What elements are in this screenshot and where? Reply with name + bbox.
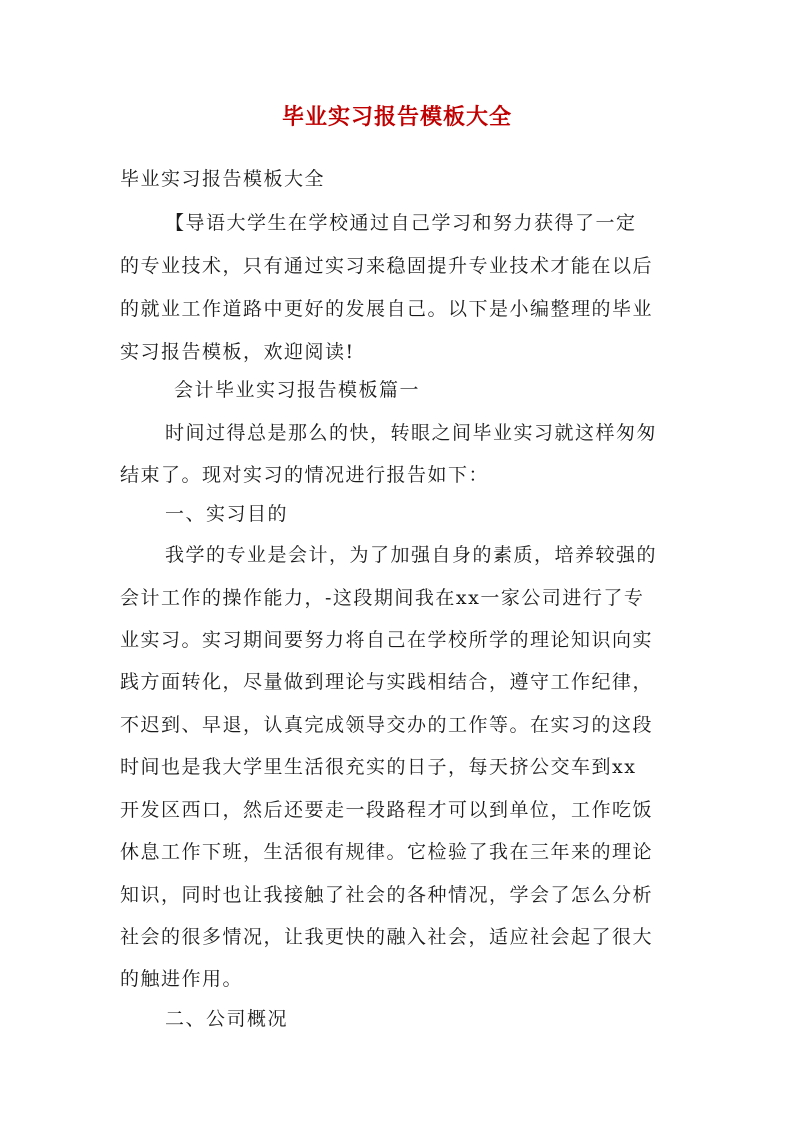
section-heading: 会计毕业实习报告模板篇一 xyxy=(174,379,421,401)
paragraph-line: 我学的专业是会计，为了加强自身的素质，培养较强的 xyxy=(165,544,658,566)
document-title: 毕业实习报告模板大全 xyxy=(281,104,512,130)
paragraph-line: 的触进作用。 xyxy=(120,968,244,990)
paragraph-line: 践方面转化，尽量做到理论与实践相结合，遵守工作纪律， xyxy=(120,671,654,693)
paragraph-line: 时间过得总是那么的快，转眼之间毕业实习就这样匆匆 xyxy=(165,422,658,444)
intro-line: 的专业技术，只有通过实习来稳固提升专业技术才能在以后 xyxy=(120,255,654,277)
section-heading: 二、公司概况 xyxy=(165,1008,289,1030)
paragraph-line: 知识，同时也让我接触了社会的各种情况，学会了怎么分析 xyxy=(120,884,654,906)
intro-line: 【导语大学生在学校通过自己学习和努力获得了一定 xyxy=(165,212,637,234)
intro-line: 的就业工作道路中更好的发展自己。以下是小编整理的毕业 xyxy=(120,298,654,320)
subtitle-line: 毕业实习报告模板大全 xyxy=(120,168,326,190)
paragraph-line: 业实习。实习期间要努力将自己在学校所学的理论知识向实 xyxy=(120,629,654,651)
intro-line: 实习报告模板，欢迎阅读! xyxy=(120,341,355,363)
paragraph-line: 不迟到、早退，认真完成领导交办的工作等。在实习的这段 xyxy=(120,714,654,736)
paragraph-line: 时间也是我大学里生活很充实的日子，每天挤公交车到xx xyxy=(120,756,637,778)
paragraph-line: 结束了。现对实习的情况进行报告如下： xyxy=(120,464,490,486)
paragraph-line: 会计工作的操作能力，-这段期间我在xx一家公司进行了专 xyxy=(120,587,645,609)
paragraph-line: 开发区西口，然后还要走一段路程才可以到单位，工作吃饭 xyxy=(120,799,654,821)
section-heading: 一、实习目的 xyxy=(165,503,289,525)
paragraph-line: 社会的很多情况，让我更快的融入社会，适应社会起了很大 xyxy=(120,926,654,948)
paragraph-line: 休息工作下班，生活很有规律。它检验了我在三年来的理论 xyxy=(120,841,654,863)
